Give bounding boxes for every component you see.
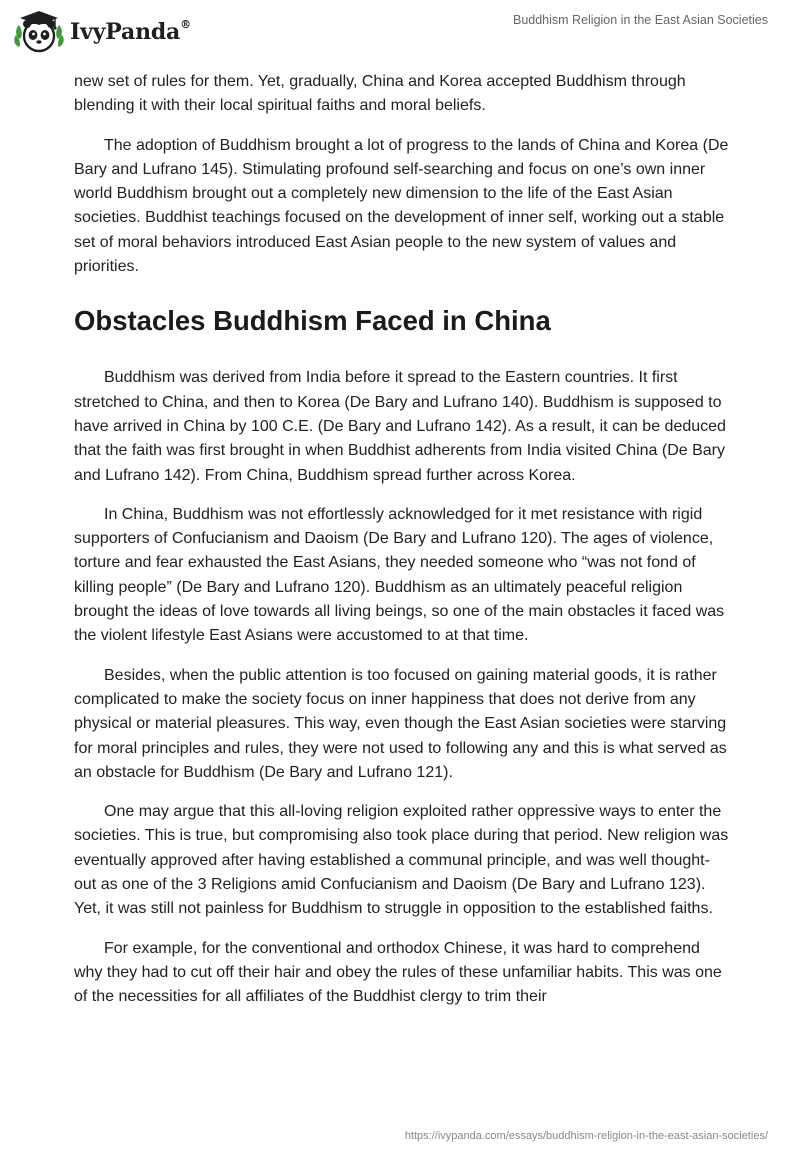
panda-graduate-icon [14, 9, 64, 55]
paragraph: The adoption of Buddhism brought a lot of progress to the lands of China and Korea (De Bary and Lufrano 145). Stimulating profound self-searching and focus on one’s own inner world Buddhism brought out a completely new dimension to the life of the East Asian societies. Buddhist teachings focused on the development of inner self, working out a stable set of moral behaviors introduced East Asian people to the new system of values and priorities. [74, 136, 729, 276]
paragraph: new set of rules for them. Yet, gradually, China and Korea accepted Buddhism through blending it with their local spiritual faiths and moral beliefs. [74, 73, 686, 115]
logo-wordmark: IvyPanda® [70, 17, 191, 45]
essay-content [74, 70, 729, 1025]
document-title: Buddhism Religion in the East Asian Societies [512, 13, 768, 27]
paragraph: In China, Buddhism was not effortlessly acknowledged for it met resistance with rigid supporters of Confucianism and Daoism (De Bary and Lufrano 120). The ages of violence, torture and fear exhausted the East Asians, they needed someone who “was not fond of killing people” (De Bary and Lufrano 120). Buddhism as an ultimately peaceful religion brought the ideas of love towards all living beings, so one of the main obstacles it faced was the violent lifestyle East Asians were accustomed to at that time. [74, 505, 725, 645]
source-url[interactable]: https://ivypanda.com/essays/buddhism-religion-in-the-east-asian-societies/ [404, 1130, 768, 1142]
page-header [0, 0, 800, 62]
section-heading: Obstacles Buddhism Faced in China [74, 305, 551, 337]
paragraph: Besides, when the public attention is too focused on gaining material goods, it is rather complicated to make the society focus on inner happiness that does not derive from any physical or material pleasures. This way, even though the East Asian societies were starving for moral principles and rules, they were not used to following any and this is what served as an obstacle for Buddhism (De Bary and Lufrano 121). [74, 666, 727, 781]
paragraph: Buddhism was derived from India before it spread to the Eastern countries. It first stretched to China, and then to Korea (De Bary and Lufrano 140). Buddhism is supposed to have arrived in China by 100 C.E. (De Bary and Lufrano 142). As a result, it can be deduced that the faith was first brought in when Buddhist adherents from India visited China (De Bary and Lufrano 142). From China, Buddhism spread further across Korea. [74, 369, 726, 484]
ivypanda-logo[interactable] [14, 8, 191, 56]
paragraph: For example, for the conventional and orthodox Chinese, it was hard to comprehend why they had to cut off their hair and obey the rules of these unfamiliar habits. This was one of the necessities for all affiliates of the Buddhist clergy to trim their [74, 939, 722, 1006]
paragraph: One may argue that this all-loving religion exploited rather oppressive ways to enter the societies. This is true, but compromising also took place during that period. New religion was eventually approved after having established a communal principle, and was well thought-out as one of the 3 Religions amid Confucianism and Daoism (De Bary and Lufrano 123). Yet, it was still not painless for Buddhism to struggle in opposition to the established faiths. [74, 803, 729, 918]
